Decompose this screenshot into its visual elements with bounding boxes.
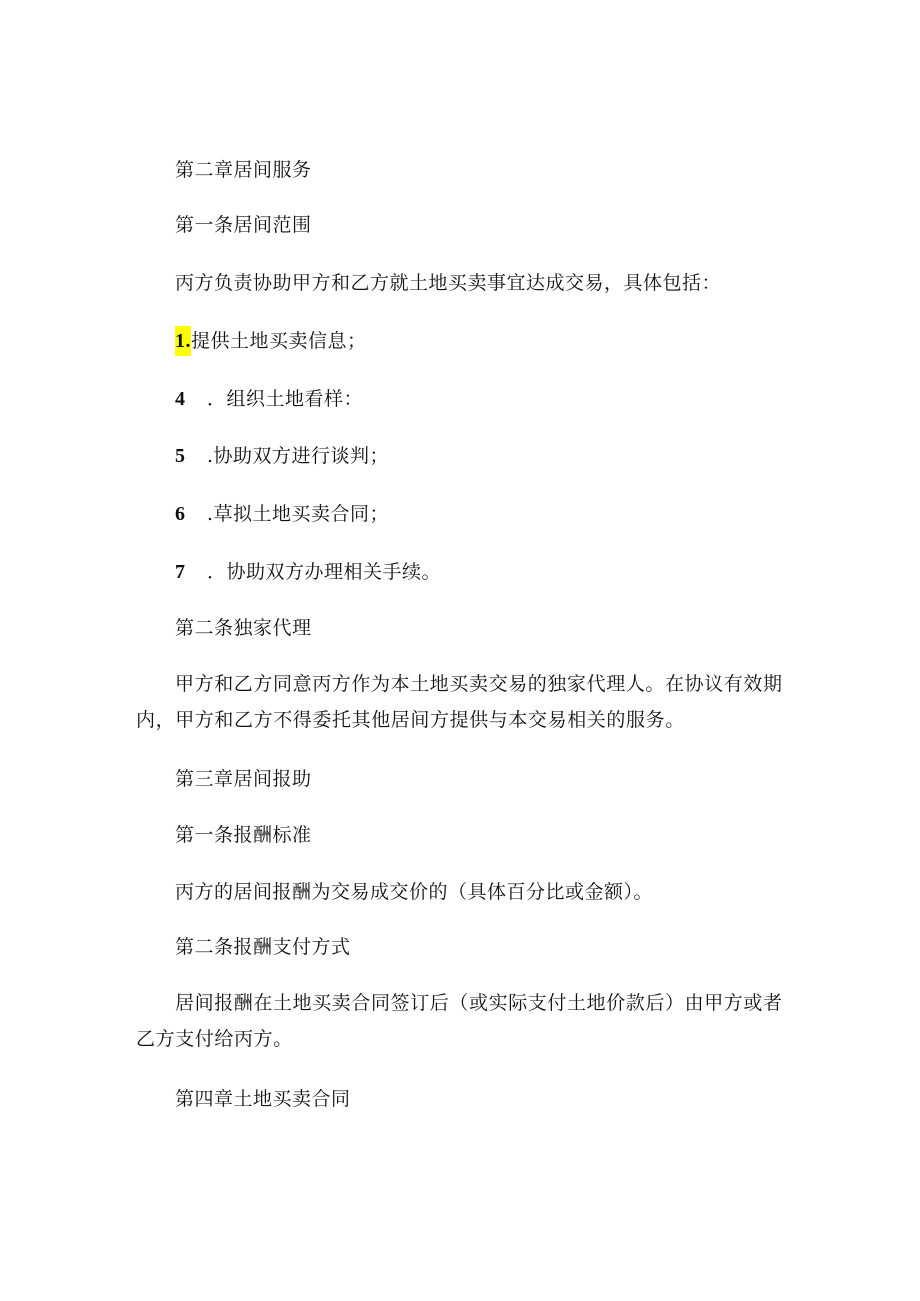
list-item-number: 7 bbox=[175, 561, 186, 583]
list-item bbox=[175, 384, 363, 414]
chapter-2-heading: 第二章居间服务 bbox=[175, 159, 312, 181]
list-item-text: ．组织土地看样： bbox=[207, 388, 364, 410]
article-3-1-body: 丙方的居间报酬为交易成交价的（具体百分比或金额）。 bbox=[175, 881, 654, 903]
list-item-number: 1. bbox=[175, 326, 191, 356]
list-item-number: 5 bbox=[175, 445, 186, 467]
article-2-heading: 第二条独家代理 bbox=[175, 617, 312, 639]
list-item bbox=[175, 499, 389, 529]
chapter-3-heading: 第三章居间报助 bbox=[175, 768, 312, 790]
list-item-number: 6 bbox=[175, 503, 186, 525]
list-item bbox=[175, 326, 367, 356]
list-item bbox=[175, 557, 441, 587]
article-3-1-heading: 第一条报酬标准 bbox=[175, 824, 312, 846]
article-1-heading: 第一条居间范围 bbox=[175, 214, 312, 236]
list-item-text: 提供土地买卖信息； bbox=[191, 330, 367, 352]
list-item bbox=[175, 441, 389, 471]
article-1-intro: 丙方负责协助甲方和乙方就土地买卖事宜达成交易，具体包括： bbox=[175, 272, 722, 294]
article-3-2-body: 居间报酬在土地买卖合同签订后（或实际支付土地价款后）由甲方或者乙方支付给丙方。 bbox=[136, 992, 783, 1050]
list-item-text: .草拟土地买卖合同； bbox=[207, 503, 390, 525]
chapter-4-heading: 第四章土地买卖合同 bbox=[175, 1088, 351, 1110]
article-3-2-heading: 第二条报酬支付方式 bbox=[175, 936, 351, 958]
article-2-body: 甲方和乙方同意丙方作为本土地买卖交易的独家代理人。在协议有效期内，甲方和乙方不得委托其他居间方提供与本交易相关的服务。 bbox=[136, 673, 783, 731]
list-item-text: ．协助双方办理相关手续。 bbox=[207, 561, 442, 583]
list-item-number: 4 bbox=[175, 388, 186, 410]
list-item-text: .协助双方进行谈判； bbox=[207, 445, 390, 467]
